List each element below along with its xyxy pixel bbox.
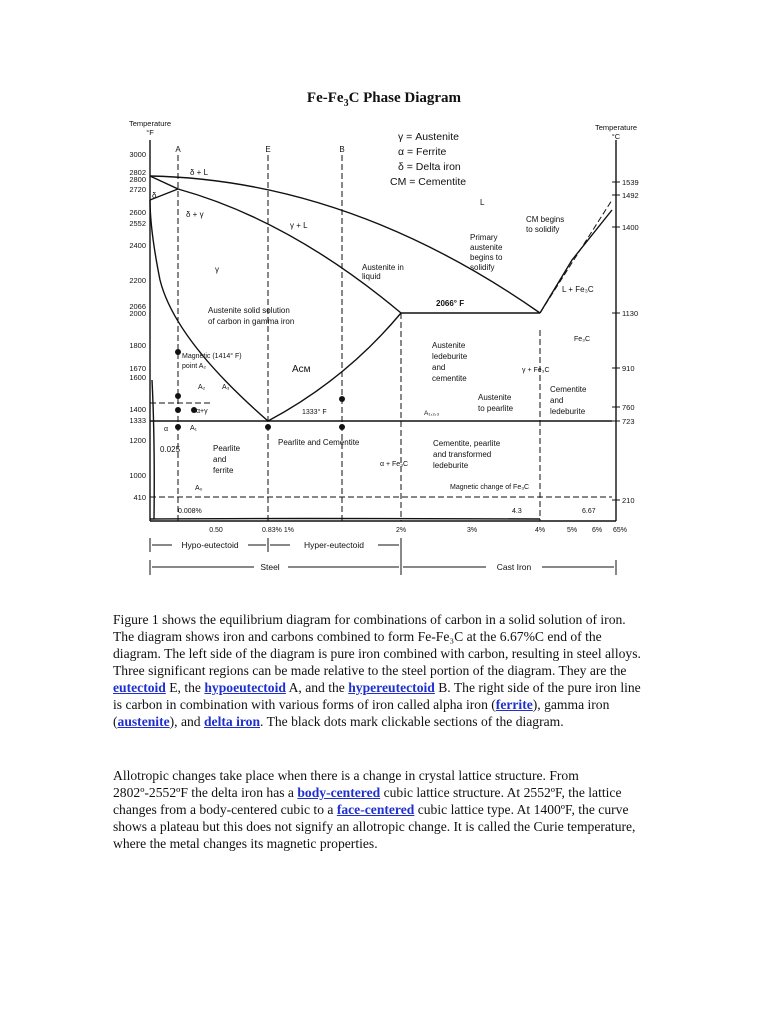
diagram-label: Steel <box>260 562 280 572</box>
paragraph-text: E, the <box>165 680 205 695</box>
diagram-label: A₁,₂,₃ <box>424 410 440 417</box>
diagram-label: 0.83% 1% <box>262 527 294 534</box>
diagram-label: 1333 <box>129 416 146 425</box>
diagram-label: 723 <box>622 417 635 426</box>
diagram-label: α = Ferrite <box>398 146 447 158</box>
diagram-label: Hyper-eutectoid <box>303 540 365 550</box>
diagram-label: α + Fe₃C <box>380 461 409 468</box>
diagram-label: L + Fe₃C <box>562 285 594 294</box>
diagram-label: ledeburite <box>433 461 469 470</box>
region-labels <box>152 168 596 515</box>
diagram-label: 0.50 <box>209 527 223 534</box>
diagram-label: 2200 <box>129 276 146 285</box>
diagram-label: L <box>480 198 485 207</box>
diagram-label: A₁ <box>190 425 198 432</box>
link-eutectoid[interactable]: eutectoid <box>113 680 166 695</box>
diagram-label: 2000 <box>129 309 146 318</box>
diagram-label: Austenite <box>432 341 466 350</box>
diagram-label: Temperature <box>594 123 638 132</box>
diagram-label: δ + L <box>190 168 209 177</box>
diagram-label: and <box>213 455 227 464</box>
diagram-label: Magnetic (1414° F) <box>182 353 242 360</box>
diagram-label: E <box>265 145 271 154</box>
diagram-label: 1200 <box>129 436 146 445</box>
diagram-label: 2066° F <box>436 299 465 308</box>
diagram-label: 65% <box>612 527 628 534</box>
diagram-label: 910 <box>622 364 635 373</box>
paragraph-text: ), gamma iron ( <box>113 697 610 729</box>
diagram-label: α <box>164 426 169 433</box>
diagram-label: A₂ <box>198 384 206 391</box>
diagram-label: 210 <box>622 496 635 505</box>
page-title-part: Fe-Fe <box>306 90 344 106</box>
diagram-label: Pearlite and Cementite <box>278 438 360 447</box>
diagram-label: 3000 <box>129 150 146 159</box>
diagram-label: 3% <box>466 527 478 534</box>
diagram-label: δ <box>152 191 157 200</box>
diagram-label: 1400 <box>622 223 639 232</box>
link-ferrite[interactable]: ferrite <box>495 697 533 712</box>
diagram-label: γ <box>215 265 219 274</box>
paragraph-text: cubic lattice type. At 1400ºF, the curve shows a plateau but this does not signify an allotropic change. It is called the Curie temperature, where the metal changes its magnetic properties. <box>113 802 636 851</box>
diagram-label: 760 <box>622 403 635 412</box>
diagram-label: δ = Delta iron <box>398 161 461 173</box>
diagram-label: and <box>550 396 564 405</box>
paragraph-text: . The black dots mark clickable sections of the diagram. <box>260 714 564 729</box>
dot-magnetic-point[interactable] <box>175 349 181 355</box>
dot-hyper-lower[interactable] <box>339 424 345 430</box>
diagram-label: γ + Fe₃C <box>522 367 550 374</box>
dot-alpha-gamma[interactable] <box>175 407 181 413</box>
diagram-label: Primary <box>470 233 498 242</box>
diagram-label: °F <box>146 128 154 137</box>
link-delta-iron[interactable]: delta iron <box>204 714 261 729</box>
page-title <box>0 90 768 109</box>
link-austenite[interactable]: austenite <box>117 714 170 729</box>
diagram-label: Temperature <box>128 119 172 128</box>
diagram-label: 2600 <box>129 208 146 217</box>
diagram-label: 2400 <box>129 241 146 250</box>
diagram-label: solidify <box>470 263 495 272</box>
diagram-label: ledeburite <box>432 352 468 361</box>
diagram-label: to pearlite <box>478 404 514 413</box>
diagram-legend <box>390 131 466 188</box>
diagram-label: CM begins <box>526 215 565 224</box>
diagram-label: γ = Austenite <box>398 131 459 143</box>
diagram-label: 6% <box>591 527 603 534</box>
paragraph-intro <box>113 611 643 730</box>
dot-a3[interactable] <box>175 393 181 399</box>
diagram-label: Hypo-eutectoid <box>181 540 239 550</box>
diagram-label: 1670 <box>129 364 146 373</box>
link-body-centered[interactable]: body-centered <box>297 785 381 800</box>
diagram-label: 2720 <box>129 185 146 194</box>
diagram-label: Aᴄᴍ <box>292 364 311 375</box>
diagram-label: A₃ <box>222 384 230 391</box>
diagram-label: 4% <box>534 527 546 534</box>
page-title-part: 3 <box>343 98 349 109</box>
diagram-label: of carbon in gamma iron <box>208 317 295 326</box>
diagram-label: CM = Cementite <box>390 176 467 188</box>
diagram-label: begins to <box>470 253 503 262</box>
diagram-label: B <box>339 145 345 154</box>
diagram-label: 2% <box>395 527 407 534</box>
diagram-label: 1400 <box>129 405 146 414</box>
diagram-label: 2066 <box>129 302 146 311</box>
diagram-label: Austenite in <box>362 263 404 272</box>
diagram-label: Cast Iron <box>496 562 532 572</box>
diagram-label: Cementite <box>550 385 587 394</box>
diagram-label: α+γ <box>196 408 208 415</box>
paragraph-text: Allotropic changes take place when there is a change in crystal lattice structure. From 2802º-2552ºF the delta iron has a <box>113 768 579 800</box>
diagram-label: A₀ <box>195 485 203 492</box>
diagram-label: δ + γ <box>186 210 204 219</box>
diagram-label: 1539 <box>622 178 639 187</box>
diagram-label: Austenite <box>478 393 512 402</box>
diagram-label: 0.025 <box>160 445 181 454</box>
paragraph-text: Figure 1 shows the equilibrium diagram for combinations of carbon in a solid solution of iron. The diagram shows iron and carbons combined to form Fe-Fe₃C at the 6.67%C end of the diagram. The left side of the diagram is pure iron combined with carbon, resulting in steel alloys. Three significant regions can be made relative to the steel portion of the diagram. They are the <box>113 612 641 678</box>
diagram-label: liquid <box>362 272 381 281</box>
diagram-label: 1333° F <box>302 409 327 416</box>
diagram-label: 1600 <box>129 373 146 382</box>
diagram-label: 2800 <box>129 175 146 184</box>
link-hypoeutectoid[interactable]: hypoeutectoid <box>204 680 286 695</box>
diagram-label: Austenite solid solution <box>208 306 290 315</box>
diagram-label: and transformed <box>433 450 492 459</box>
diagram-label: 2802 <box>129 168 146 177</box>
diagram-label: 6.67 <box>582 508 596 515</box>
diagram-label: γ + L <box>290 221 308 230</box>
dot-eutectoid[interactable] <box>265 424 271 430</box>
diagram-label: austenite <box>470 243 503 252</box>
bottom-ticks <box>209 527 627 534</box>
diagram-label: to solidify <box>526 225 560 234</box>
diagram-label: Pearlite <box>213 444 241 453</box>
diagram-label: Fe₃C <box>574 336 591 343</box>
right-ticks <box>622 178 639 505</box>
link-hypereutectoid[interactable]: hypereutectoid <box>348 680 435 695</box>
diagram-label: cementite <box>432 374 467 383</box>
diagram-label: 1130 <box>622 309 639 318</box>
diagram-label: 0.008% <box>178 508 202 515</box>
diagram-label: point A₂ <box>182 363 207 370</box>
dot-hyper-upper[interactable] <box>339 396 345 402</box>
diagram-label: Cementite, pearlite <box>433 439 501 448</box>
diagram-label: 1000 <box>129 471 146 480</box>
diagram-label: 1800 <box>129 341 146 350</box>
diagram-label: A <box>175 145 181 154</box>
diagram-label: 4.3 <box>512 508 522 515</box>
diagram-label: °C <box>611 132 621 141</box>
diagram-label: 5% <box>566 527 578 534</box>
paragraph-allotropic <box>113 767 643 852</box>
phase-diagram <box>112 112 644 582</box>
paragraph-text: B. The right side of the pure iron line is carbon in combination with various forms of iron called alpha iron ( <box>113 680 641 712</box>
link-face-centered[interactable]: face-centered <box>336 802 415 817</box>
diagram-label: Magnetic change of Fe₃C <box>450 484 530 491</box>
diagram-label: 2552 <box>129 219 146 228</box>
dot-a1[interactable] <box>175 424 181 430</box>
diagram-label: ledeburite <box>550 407 586 416</box>
paragraph-text: cubic lattice structure. At 2552ºF, the lattice changes from a body-centered cubic to a <box>113 785 622 817</box>
diagram-label: 410 <box>133 493 146 502</box>
diagram-label: ferrite <box>213 466 234 475</box>
diagram-label: 1492 <box>622 191 639 200</box>
page-title-part: C Phase Diagram <box>348 90 462 106</box>
left-ticks <box>129 150 146 502</box>
diagram-label: and <box>432 363 446 372</box>
paragraph-text: ), and <box>169 714 204 729</box>
paragraph-text: A, and the <box>285 680 349 695</box>
